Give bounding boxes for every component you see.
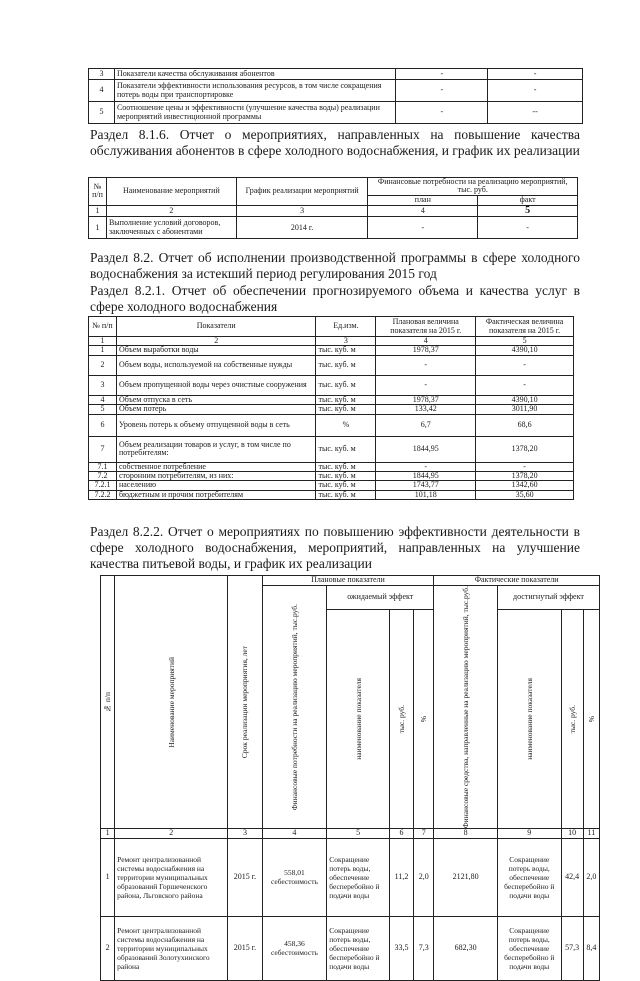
fact-value: 68,6 — [476, 414, 574, 436]
row-number: 1 — [101, 838, 115, 916]
measure-name: Ремонт централизованной системы водоснабжения на территории муниципальных образований Горшеченского района, Льговского района — [115, 838, 228, 916]
unit-value: тыс. куб. м — [316, 346, 376, 355]
section-8-2-heading: Раздел 8.2. Отчет об исполнении производственной программы в сфере холодного водоснабжения за истекший период регулирования 2015 год — [90, 250, 580, 281]
table-row — [101, 838, 600, 916]
indicator-header: Показатели — [116, 317, 315, 337]
section-8-2-1-table — [88, 316, 574, 500]
schedule-value: 2014 г. — [236, 217, 368, 239]
achieved-effect: Сокращение потерь воды, обеспечение бесперебойно й подачи воды — [497, 838, 561, 916]
indicator-name: Объем потерь — [116, 405, 315, 414]
row-number: 5 — [89, 405, 117, 414]
table-row — [101, 916, 600, 980]
row-number: 1 — [89, 217, 107, 239]
index-row — [101, 829, 600, 838]
expected-rub: 11,2 — [389, 838, 413, 916]
table-row — [89, 69, 583, 80]
index-cell: 9 — [497, 829, 561, 838]
achieved-effect: Сокращение потерь воды, обеспечение бесперебойно й подачи воды — [497, 916, 561, 980]
unit-value: тыс. куб. м — [316, 471, 376, 480]
fact-value: 1378,20 — [476, 471, 574, 480]
indicator-name-header — [327, 609, 390, 828]
index-cell: 7 — [414, 829, 434, 838]
index-cell: 8 — [434, 829, 498, 838]
row-number: 2 — [101, 916, 115, 980]
term-value: 2015 г. — [228, 838, 262, 916]
finance-plan-header — [262, 586, 327, 829]
plan-value: 6,7 — [376, 414, 476, 436]
table-row — [89, 80, 583, 102]
measure-name: Выполнение условий договоров, заключенных с абонентами — [106, 217, 236, 239]
table-row — [89, 355, 574, 375]
indicator-name: Объем выработки воды — [116, 346, 315, 355]
plan-value: 1978,37 — [376, 346, 476, 355]
unit-value: тыс. куб. м — [316, 375, 376, 395]
table-row — [89, 346, 574, 355]
plan-header: план — [368, 195, 478, 205]
plan-header: Плановая величина показателя на 2015 г. — [376, 317, 476, 337]
section-8-2-1-heading: Раздел 8.2.1. Отчет об обеспечении прогнозируемого объема и качества услуг в сфере холодного водоснабжения — [90, 283, 580, 314]
table-row — [89, 217, 578, 239]
plan-value: - — [376, 355, 476, 375]
indicator-name: населению — [116, 481, 315, 490]
row-number: 7.1 — [89, 462, 117, 471]
index-cell: 2 — [115, 829, 228, 838]
index-cell: 1 — [89, 205, 107, 217]
index-cell: 5 — [478, 205, 578, 217]
fact-value: 1378,20 — [476, 436, 574, 462]
plan-value: - — [376, 462, 476, 471]
unit-value: тыс. куб. м — [316, 462, 376, 471]
indicator-name-label: наименование показателя — [524, 678, 534, 760]
header-row — [89, 178, 578, 196]
row-number: 7.2 — [89, 471, 117, 480]
achieved-rub: 42,4 — [561, 838, 583, 916]
fact-value: 4390,10 — [476, 395, 574, 404]
finance-plan-label: Финансовые потребности на реализацию мероприятий, тыс.руб. — [289, 604, 299, 811]
unit-value: тыс. куб. м — [316, 436, 376, 462]
fact-value: - — [476, 462, 574, 471]
unit-value: тыс. куб. м — [316, 355, 376, 375]
unit-value: тыс. куб. м — [316, 481, 376, 490]
rub-label: тыс. руб. — [567, 704, 577, 734]
plan-value: - — [396, 102, 488, 124]
index-cell: 2 — [116, 337, 315, 346]
expected-rub: 33,5 — [389, 916, 413, 980]
fact-value: - — [476, 375, 574, 395]
expected-effect: Сокращение потерь воды, обеспечение бесперебойно й подачи воды — [327, 916, 390, 980]
finance-plan-value: 458,36 себестоимость — [262, 916, 327, 980]
name-header: Наименование мероприятий — [106, 178, 236, 206]
num-header: № п/п — [89, 178, 107, 206]
index-cell: 4 — [376, 337, 476, 346]
term-header — [228, 576, 262, 829]
unit-value: тыс. куб. м — [316, 395, 376, 404]
index-cell: 1 — [101, 829, 115, 838]
fact-value: 1342,60 — [476, 481, 574, 490]
fact-value: - — [476, 355, 574, 375]
indicator-name: Показатели эффективности использования ресурсов, в том числе сокращения потерь воды при транспортировке — [114, 80, 395, 102]
row-number: 3 — [89, 375, 117, 395]
index-row — [89, 205, 578, 217]
unit-value: тыс. куб. м — [316, 490, 376, 499]
indicator-name: Объем отпуска в сеть — [116, 395, 315, 404]
fact-value: 3011,90 — [476, 405, 574, 414]
row-number: 7.2.2 — [89, 490, 117, 499]
unit-value: тыс. куб. м — [316, 405, 376, 414]
num-header-label: № п/п — [103, 691, 113, 713]
indicator-name: собственное потребление — [116, 462, 315, 471]
achieved-rub: 57,3 — [561, 916, 583, 980]
table-row — [89, 414, 574, 436]
pct-label: % — [419, 715, 429, 723]
schedule-header: График реализации мероприятий — [236, 178, 368, 206]
plan-value: 1844,95 — [376, 471, 476, 480]
fact-value: - — [488, 80, 583, 102]
row-number: 3 — [89, 69, 115, 80]
plan-value: - — [396, 80, 488, 102]
fact-header: Фактическая величина показателя на 2015 г. — [476, 317, 574, 337]
index-cell: 5 — [476, 337, 574, 346]
expected-header: ожидаемый эффект — [327, 586, 434, 610]
actual-header: Фактические показатели — [434, 576, 600, 586]
row-number: 2 — [89, 355, 117, 375]
plan-value: 133,42 — [376, 405, 476, 414]
table-row — [89, 490, 574, 499]
plan-value: 1844,95 — [376, 436, 476, 462]
pct-label: % — [586, 715, 596, 723]
section-8-1-6-heading: Раздел 8.1.6. Отчет о мероприятиях, направленных на повышение качества обслуживания абонентов в сфере холодного водоснабжения, и график их реализации — [90, 127, 580, 158]
measure-name: Ремонт централизованной системы водоснабжения на территории муниципальных образований Золотухинского района — [115, 916, 228, 980]
index-cell: 4 — [262, 829, 327, 838]
name-header — [115, 576, 228, 829]
indicator-name: Показатели качества обслуживания абонентов — [114, 69, 395, 80]
index-cell: 6 — [389, 829, 413, 838]
plan-value: 101,18 — [376, 490, 476, 499]
finance-fact-value: 2121,80 — [434, 838, 498, 916]
indicator-name-header — [497, 609, 561, 828]
expected-pct: 2,0 — [414, 838, 434, 916]
pct-header — [583, 609, 599, 828]
index-cell: 1 — [89, 337, 117, 346]
unit-header: Ед.изм. — [316, 317, 376, 337]
index-cell: 3 — [236, 205, 368, 217]
section-8-1-6-table — [88, 177, 578, 239]
rub-header — [389, 609, 413, 828]
indicator-name: Объем пропущенной воды через очистные сооружения — [116, 375, 315, 395]
fact-value: -- — [488, 102, 583, 124]
plan-value: - — [376, 375, 476, 395]
fact-value: - — [488, 69, 583, 80]
finance-fact-value: 682,30 — [434, 916, 498, 980]
indicator-name-label: наименование показателя — [353, 678, 363, 760]
indicator-name: Уровень потерь к объему отпущенной воды в сеть — [116, 414, 315, 436]
index-cell: 2 — [106, 205, 236, 217]
term-value: 2015 г. — [228, 916, 262, 980]
index-cell: 10 — [561, 829, 583, 838]
rub-header — [561, 609, 583, 828]
fact-header: факт — [478, 195, 578, 205]
section-8-2-2-heading: Раздел 8.2.2. Отчет о мероприятиях по повышению эффективности деятельности в сфере холодного водоснабжения, мероприятий, направленных на улучшение качества питьевой воды, и график их реализации — [90, 524, 580, 571]
finance-fact-header — [434, 586, 498, 829]
num-header — [101, 576, 115, 829]
name-header-label: Наименование мероприятий — [166, 656, 176, 748]
index-cell: 11 — [583, 829, 599, 838]
plan-value: - — [368, 217, 478, 239]
unit-value: % — [316, 414, 376, 436]
term-header-label: Срок реализации мероприятия, лет — [240, 646, 250, 759]
index-cell: 3 — [316, 337, 376, 346]
finance-fact-label: Финансовые средства, направленные на реализацию мероприятий, тыс.руб. — [461, 586, 471, 829]
row-number: 7 — [89, 436, 117, 462]
header-row — [89, 317, 574, 337]
plan-value: - — [396, 69, 488, 80]
fact-value: 4390,10 — [476, 346, 574, 355]
header-row — [101, 576, 600, 586]
indicator-name: Соотношение цены и эффективности (улучшение качества воды) реализации мероприятий инвестиционной программы — [114, 102, 395, 124]
indicator-name: бюджетным и прочим потребителям — [116, 490, 315, 499]
fact-value: - — [478, 217, 578, 239]
num-header: № п/п — [89, 317, 117, 337]
index-cell: 5 — [327, 829, 390, 838]
row-number: 6 — [89, 414, 117, 436]
table-row — [89, 405, 574, 414]
row-number: 1 — [89, 346, 117, 355]
achieved-header: достигнутый эффект — [497, 586, 599, 610]
rub-label: тыс. руб. — [396, 704, 406, 734]
achieved-pct: 2,0 — [583, 838, 599, 916]
row-number: 4 — [89, 80, 115, 102]
index-cell: 3 — [228, 829, 262, 838]
row-number: 5 — [89, 102, 115, 124]
indicator-name: сторонним потребителям, из них: — [116, 471, 315, 480]
table-row — [89, 481, 574, 490]
index-cell: 4 — [368, 205, 478, 217]
plan-value: 1743,77 — [376, 481, 476, 490]
row-number: 7.2.1 — [89, 481, 117, 490]
fact-value: 35,60 — [476, 490, 574, 499]
finance-header: Финансовые потребности на реализацию мероприятий, тыс. руб. — [368, 178, 578, 196]
finance-plan-value: 558,01 себестоимость — [262, 838, 327, 916]
table-row — [89, 375, 574, 395]
indicator-name: Объем реализации товаров и услуг, в том числе по потребителям: — [116, 436, 315, 462]
top-table — [88, 68, 583, 124]
table-row — [89, 102, 583, 124]
plan-value: 1978,37 — [376, 395, 476, 404]
expected-pct: 7,3 — [414, 916, 434, 980]
achieved-pct: 8,4 — [583, 916, 599, 980]
pct-header — [414, 609, 434, 828]
row-number: 4 — [89, 395, 117, 404]
table-row — [89, 436, 574, 462]
planned-header: Плановые показатели — [262, 576, 434, 586]
indicator-name: Объем воды, используемой на собственные нужды — [116, 355, 315, 375]
expected-effect: Сокращение потерь воды, обеспечение бесперебойно й подачи воды — [327, 838, 390, 916]
section-8-2-2-table — [100, 575, 600, 981]
